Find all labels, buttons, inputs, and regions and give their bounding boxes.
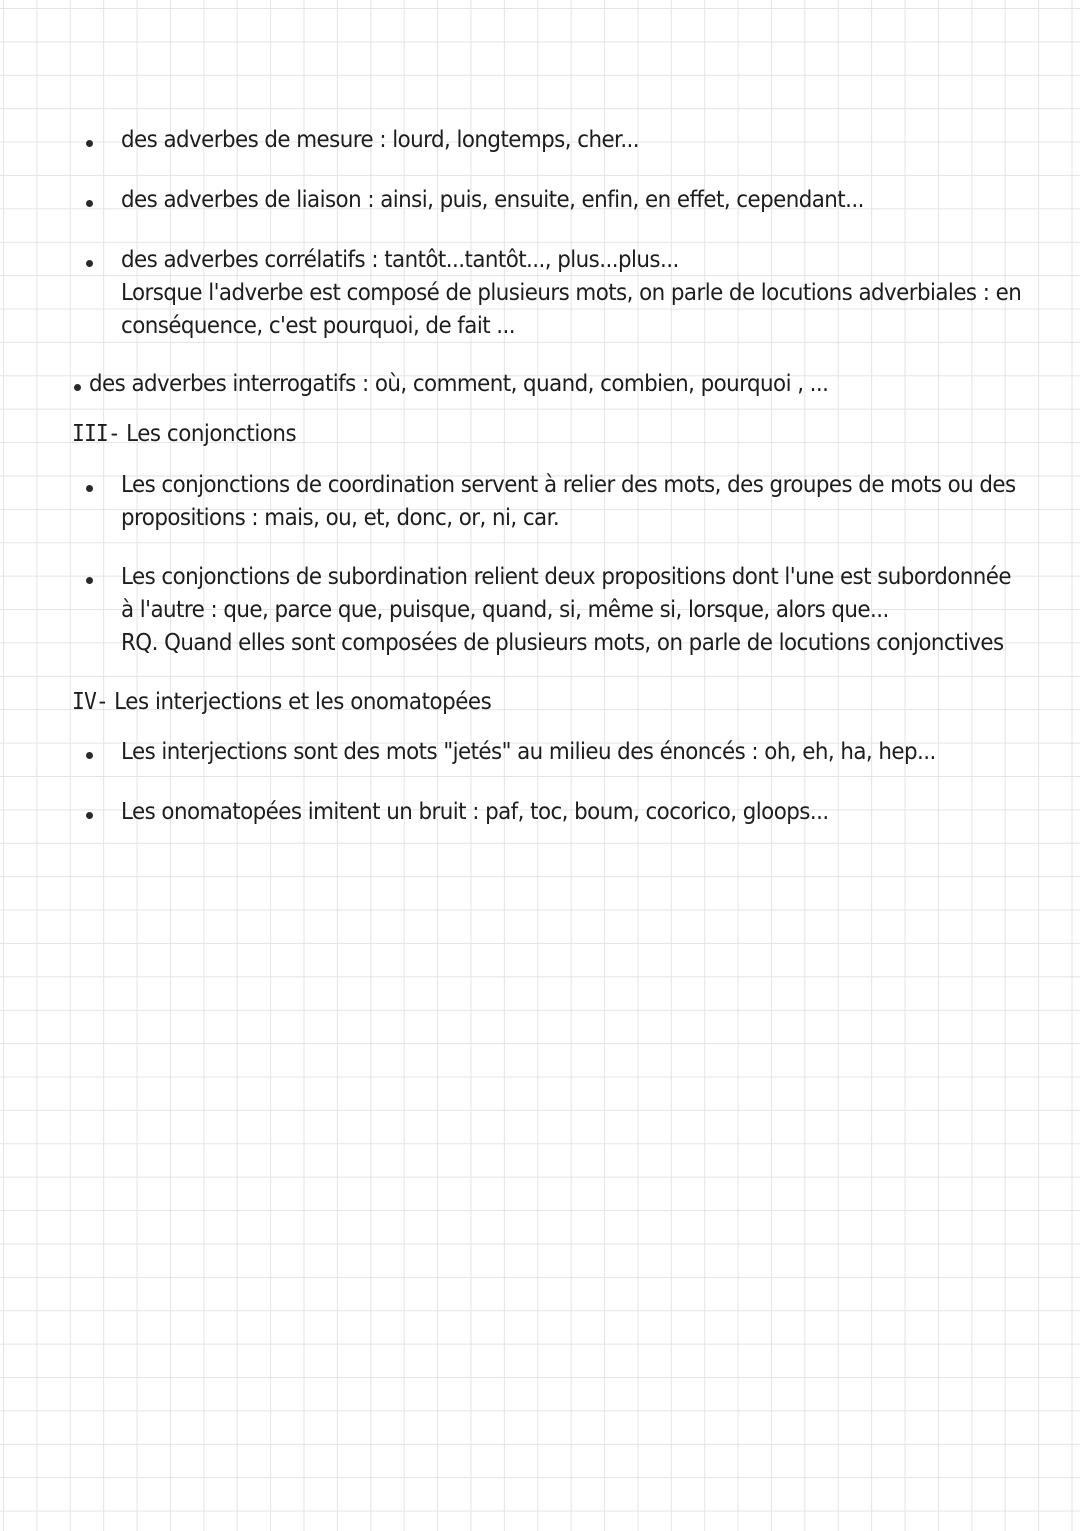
remarque-locutions-conjonctives: RQ. Quand elles sont composées de plusieurs mots, on parle de locutions conjonctives <box>121 630 1004 656</box>
bullet <box>86 485 93 492</box>
section-3-heading <box>72 418 296 451</box>
bullet <box>86 812 93 819</box>
adverbes-interrogatifs-text: des adverbes interrogatifs : où, comment, quand, combien, pourquoi , ... <box>89 371 829 397</box>
onomatopees-text: Les onomatopées imitent un bruit : paf, toc, boum, cocorico, gloops... <box>121 799 829 825</box>
section-4-number: IV- <box>72 689 108 715</box>
section-3-title: Les conjonctions <box>126 421 297 447</box>
section-4-heading <box>72 686 491 719</box>
conjonctions-subordination-line2: à l'autre : que, parce que, puisque, quand, si, même si, lorsque, alors que... <box>121 597 889 623</box>
locutions-adverbiales-line1: Lorsque l'adverbe est composé de plusieurs mots, on parle de locutions adverbiales : en <box>121 280 1022 306</box>
interjections-text: Les interjections sont des mots "jetés" au milieu des énoncés : oh, eh, ha, hep... <box>121 739 936 765</box>
section-4-title: Les interjections et les onomatopées <box>114 689 492 715</box>
conjonctions-coordination-line1: Les conjonctions de coordination servent à relier des mots, des groupes de mots ou des <box>121 472 1016 498</box>
bullet <box>86 200 93 207</box>
bullet <box>86 140 93 147</box>
adverbes-liaison-text: des adverbes de liaison : ainsi, puis, ensuite, enfin, en effet, cependant... <box>121 187 864 213</box>
adverbes-correlatifs-text: des adverbes corrélatifs : tantôt...tantôt..., plus...plus... <box>121 247 679 273</box>
bullet <box>74 384 81 391</box>
bullet <box>86 752 93 759</box>
conjonctions-subordination-line1: Les conjonctions de subordination relient deux propositions dont l'une est subordonnée <box>121 564 1011 590</box>
bullet <box>86 577 93 584</box>
conjonctions-coordination-line2: propositions : mais, ou, et, donc, or, ni, car. <box>121 505 560 531</box>
adverbes-mesure-text: des adverbes de mesure : lourd, longtemps, cher... <box>121 127 640 153</box>
bullet <box>86 260 93 267</box>
locutions-adverbiales-line2: conséquence, c'est pourquoi, de fait ... <box>121 313 516 339</box>
section-3-number: III- <box>72 421 120 447</box>
